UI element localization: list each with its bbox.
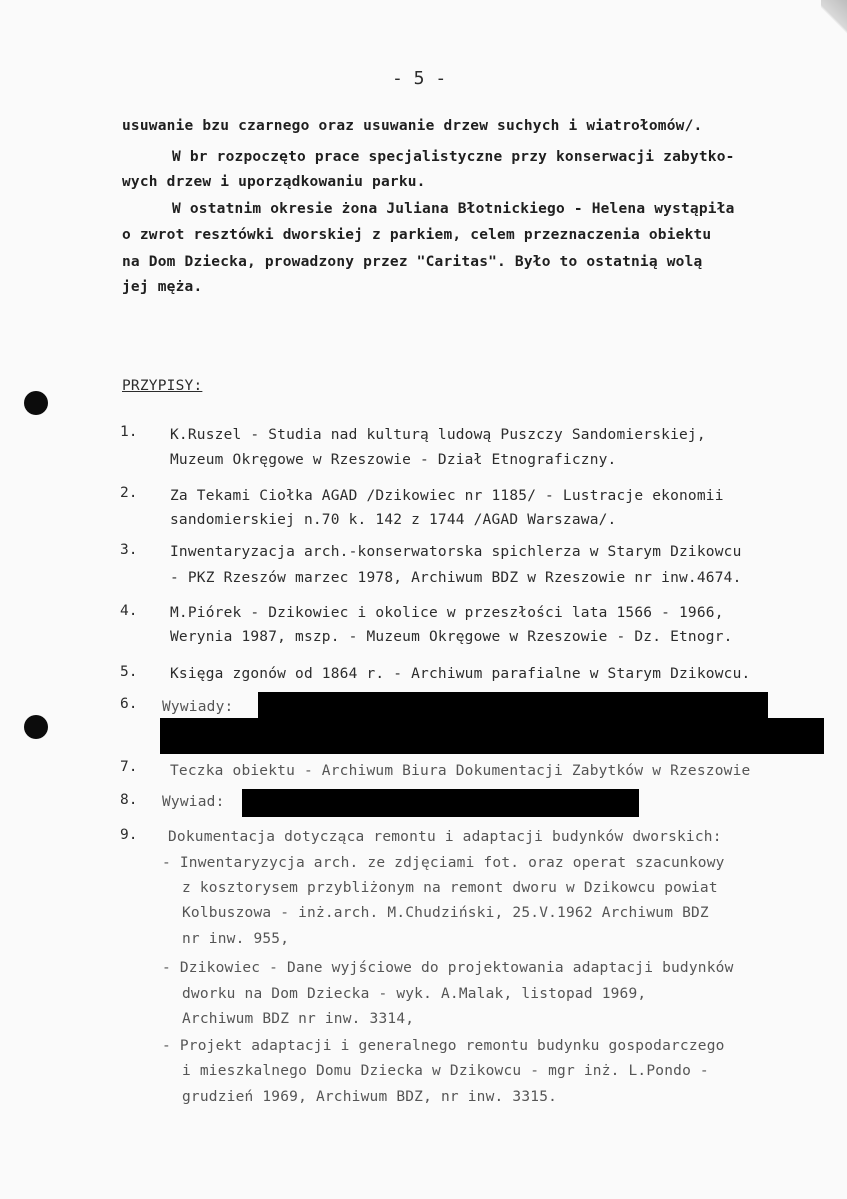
folded-corner (821, 0, 847, 42)
footnote-line: dworku na Dom Dziecka - wyk. A.Malak, listopad 1969, (182, 986, 647, 1002)
footnote-line: nr inw. 955, (182, 931, 290, 947)
footnote-line: Werynia 1987, mszp. - Muzeum Okręgowe w Rzeszowie - Dz. Etnogr. (170, 629, 733, 645)
footnote-number: 7. (120, 759, 138, 775)
footnotes-heading: PRZYPISY: (122, 378, 203, 394)
footnote-line: sandomierskiej n.70 k. 142 z 1744 /AGAD Warszawa/. (170, 512, 617, 528)
footnote-number: 1. (120, 424, 138, 440)
footnote-line: - Projekt adaptacji i generalnego remontu budynku gospodarczego (162, 1038, 725, 1054)
footnote-line: Księga zgonów od 1864 r. - Archiwum parafialne w Starym Dzikowcu. (170, 666, 751, 682)
footnote-number: 3. (120, 542, 138, 558)
footnote-line: M.Piórek - Dzikowiec i okolice w przeszłości lata 1566 - 1966, (170, 605, 724, 621)
footnote-line: Muzeum Okręgowe w Rzeszowie - Dział Etnograficzny. (170, 452, 617, 468)
footnote-line: Dokumentacja dotycząca remontu i adaptacji budynków dworskich: (168, 829, 722, 845)
body-line: W br rozpoczęto prace specjalistyczne przy konserwacji zabytko- (172, 149, 735, 165)
punch-hole (24, 715, 48, 739)
body-line: W ostatnim okresie żona Juliana Błotnickiego - Helena wystąpiła (172, 201, 735, 217)
footnote-line: Wywiad: (162, 794, 225, 810)
footnote-number: 8. (120, 792, 138, 808)
footnote-line: Wywiady: (162, 699, 234, 715)
footnote-line: Kolbuszowa - inż.arch. M.Chudziński, 25.V.1962 Archiwum BDZ (182, 905, 709, 921)
footnote-number: 4. (120, 603, 138, 619)
body-line: o zwrot resztówki dworskiej z parkiem, celem przeznaczenia obiektu (122, 227, 712, 243)
redaction-bar (242, 789, 639, 817)
footnote-number: 2. (120, 485, 138, 501)
footnote-number: 9. (120, 827, 138, 843)
redaction-bar (258, 692, 768, 720)
footnote-line: - PKZ Rzeszów marzec 1978, Archiwum BDZ w Rzeszowie nr inw.4674. (170, 570, 742, 586)
body-line: usuwanie bzu czarnego oraz usuwanie drzew suchych i wiatrołomów/. (122, 118, 703, 134)
footnote-line: Teczka obiektu - Archiwum Biura Dokumentacji Zabytków w Rzeszowie (170, 763, 751, 779)
footnote-line: Inwentaryzacja arch.-konserwatorska spichlerza w Starym Dzikowcu (170, 544, 742, 560)
redaction-bar (160, 718, 824, 754)
footnote-line: K.Ruszel - Studia nad kulturą ludową Puszczy Sandomierskiej, (170, 427, 706, 443)
footnote-line: - Inwentaryzycja arch. ze zdjęciami fot. oraz operat szacunkowy (162, 855, 725, 871)
body-line: wych drzew i uporządkowaniu parku. (122, 174, 426, 190)
footnote-line: - Dzikowiec - Dane wyjściowe do projektowania adaptacji budynków (162, 960, 734, 976)
footnote-number: 5. (120, 664, 138, 680)
footnote-line: Archiwum BDZ nr inw. 3314, (182, 1011, 415, 1027)
footnote-line: z kosztorysem przybliżonym na remont dworu w Dzikowcu powiat (182, 880, 718, 896)
punch-hole (24, 391, 48, 415)
body-line: jej męża. (122, 279, 203, 295)
footnote-number: 6. (120, 696, 138, 712)
footnote-line: Za Tekami Ciołka AGAD /Dzikowiec nr 1185/ - Lustracje ekonomii (170, 488, 724, 504)
footnote-line: grudzień 1969, Archiwum BDZ, nr inw. 3315. (182, 1089, 558, 1105)
body-line: na Dom Dziecka, prowadzony przez "Caritas". Było to ostatnią wolą (122, 254, 703, 270)
footnote-line: i mieszkalnego Domu Dziecka w Dzikowcu - mgr inż. L.Pondo - (182, 1063, 709, 1079)
page-number: - 5 - (392, 68, 447, 89)
